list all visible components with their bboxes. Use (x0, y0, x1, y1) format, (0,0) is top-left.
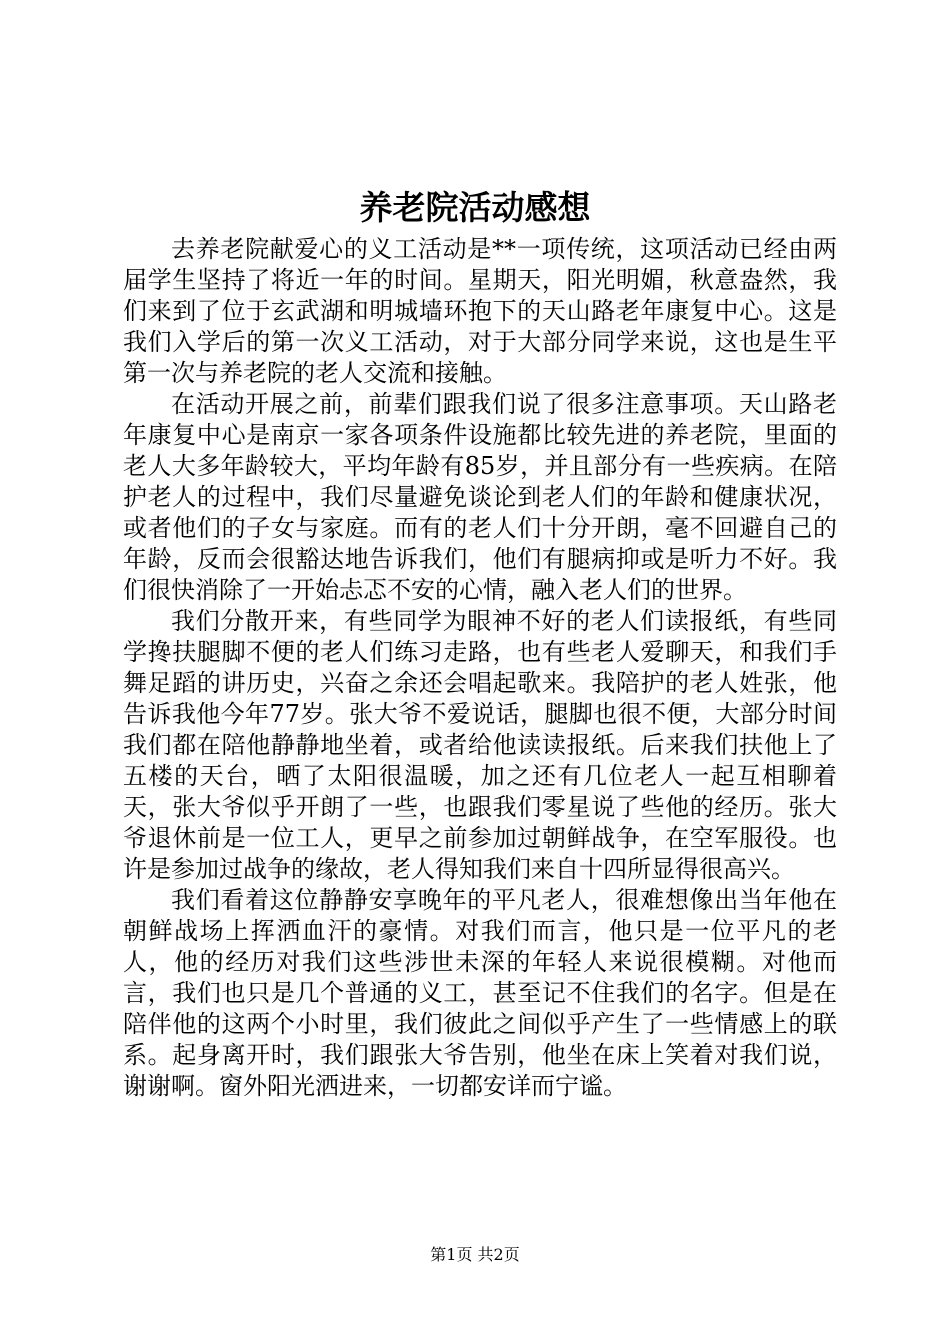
page-footer (0, 1245, 950, 1265)
paragraph-2: 在活动开展之前，前辈们跟我们说了很多注意事项。天山路老年康复中心是南京一家各项条件设施都比较先进的养老院，里面的老人大多年龄较大，平均年龄有85岁，并且部分有一些疾病。在陪护老人的过程中，我们尽量避免谈论到老人们的年龄和健康状况，或者他们的子女与家庭。而有的老人们十分开朗，毫不回避自己的年龄，反而会很豁达地告诉我们，他们有腿病抑或是听力不好。我们很快消除了一开始忐忑不安的心情，融入老人们的世界。 (123, 390, 837, 604)
document-title: 养老院活动感想 (359, 188, 591, 227)
paragraph-3: 我们分散开来，有些同学为眼神不好的老人们读报纸，有些同学搀扶腿脚不便的老人们练习走路，也有些老人爱聊天，和我们手舞足蹈的讲历史，兴奋之余还会唱起歌来。我陪护的老人姓张，他告诉我他今年77岁。张大爷不爱说话，腿脚也很不便，大部分时间我们都在陪他静静地坐着，或者给他读读报纸。后来我们扶他上了五楼的天台，晒了太阳很温暖，加之还有几位老人一起互相聊着天，张大爷似乎开朗了一些，也跟我们零星说了些他的经历。张大爷退休前是一位工人，更早之前参加过朝鲜战争，在空军服役。也许是参加过战争的缘故，老人得知我们来自十四所显得很高兴。 (123, 607, 837, 883)
document-body (123, 234, 837, 1102)
paragraph-4: 我们看着这位静静安享晚年的平凡老人，很难想像出当年他在朝鲜战场上挥洒血汗的豪情。对我们而言，他只是一位平凡的老人，他的经历对我们这些涉世未深的年轻人来说很模糊。对他而言，我们也只是几个普通的义工，甚至记不住我们的名字。但是在陪伴他的这两个小时里，我们彼此之间似乎产生了一些情感上的联系。起身离开时，我们跟张大爷告别，他坐在床上笑着对我们说，谢谢啊。窗外阳光洒进来，一切都安详而宁谧。 (123, 886, 837, 1100)
paragraph-1: 去养老院献爱心的义工活动是**一项传统，这项活动已经由两届学生坚持了将近一年的时间。星期天，阳光明媚，秋意盎然，我们来到了位于玄武湖和明城墙环抱下的天山路老年康复中心。这是我们入学后的第一次义工活动，对于大部分同学来说，这也是生平第一次与养老院的老人交流和接触。 (123, 235, 837, 387)
page-indicator: 第1页 共2页 (430, 1245, 520, 1264)
